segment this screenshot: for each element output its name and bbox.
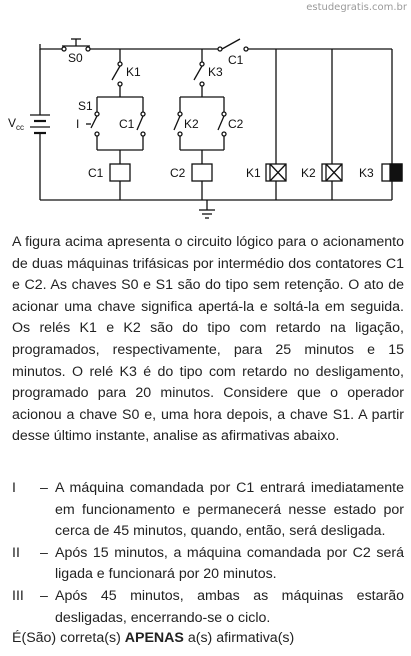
label-k3-contact: K3	[208, 65, 223, 79]
label-k1-contact: K1	[126, 65, 141, 79]
statement-dash: –	[40, 587, 48, 604]
label-s1: S1	[78, 99, 93, 113]
statement-text: Após 15 minutos, a máquina comandada por C2 será ligada e funcionará por 20 minutos.	[55, 544, 404, 583]
statement-item	[12, 543, 404, 586]
statement-number: I	[12, 480, 16, 496]
watermark: estudegratis.com.br	[306, 2, 407, 13]
s1-switch	[86, 112, 99, 136]
label-k2-contact: K2	[184, 117, 199, 131]
label-c1-top: C1	[228, 53, 244, 67]
statement-item	[12, 478, 404, 543]
c1-aux-contact	[137, 112, 145, 136]
c1-top-contact	[218, 39, 248, 51]
problem-paragraph: A figura acima apresenta o circuito lógico para o acionamento de duas máquinas trifásicas por intermédio dos contatores C1 e C2. As chaves S0 e S1 são do tipo sem retenção. O ato de acionar uma chave significa apertá-la e soltá-la em seguida. Os relés K1 e K2 são do tipo com retardo na ligação, programados, respectivamente, para 25 minutos e 15 minutos. O relé K3 é do tipo com retardo no desligamento, programado para 20 minutos. Considere que o operador acionou a chave S0 e, uma hora depois, a chave S1. A partir desse último instante, analise as afirmativas abaixo.	[12, 234, 404, 445]
s0-pushbutton	[62, 39, 90, 51]
statement-number: III	[12, 587, 24, 604]
coil-k3	[382, 164, 402, 181]
question-prefix: É(São) correta(s)	[12, 630, 125, 646]
top-rail-left	[40, 44, 62, 49]
k2-contact	[174, 112, 182, 136]
question-emphasis: APENAS	[124, 630, 184, 646]
label-vcc-sub: cc	[16, 123, 24, 132]
label-coil-k3: K3	[359, 166, 374, 180]
statement-dash: –	[40, 544, 48, 561]
question-suffix: a(s) afirmativa(s)	[183, 630, 295, 646]
k3-contact	[194, 62, 204, 86]
label-s1-mark: I	[76, 117, 80, 131]
label-coil-c2: C2	[170, 166, 186, 180]
statement-list	[12, 478, 404, 629]
battery-symbol	[30, 115, 50, 133]
circuit-diagram	[0, 0, 411, 228]
coil-c1	[110, 164, 130, 181]
coil-c2	[192, 164, 212, 181]
label-s0: S0	[68, 51, 83, 65]
statement-text: Após 45 minutos, ambas as máquinas estarão desligadas, encerrando-se o ciclo.	[55, 587, 404, 626]
label-c2-aux: C2	[228, 117, 244, 131]
statement-text: A máquina comandada por C1 entrará imediatamente em funcionamento e permanecerá nesse estado por cerca de 45 minutos, quando, então, será desligada.	[55, 480, 404, 540]
ground-symbol	[199, 200, 215, 218]
statement-dash: –	[40, 480, 48, 496]
statement-item	[12, 586, 404, 629]
label-coil-c1: C1	[88, 166, 104, 180]
k1-contact	[112, 62, 122, 86]
statement-number: II	[12, 544, 20, 561]
c2-aux-contact	[218, 112, 226, 136]
label-c1-aux: C1	[119, 117, 135, 131]
label-coil-k1: K1	[246, 166, 261, 180]
label-vcc: V	[8, 116, 17, 130]
label-coil-k2: K2	[301, 166, 316, 180]
coil-k1	[266, 164, 286, 181]
question-prompt	[12, 630, 294, 646]
coil-k2	[322, 164, 342, 181]
